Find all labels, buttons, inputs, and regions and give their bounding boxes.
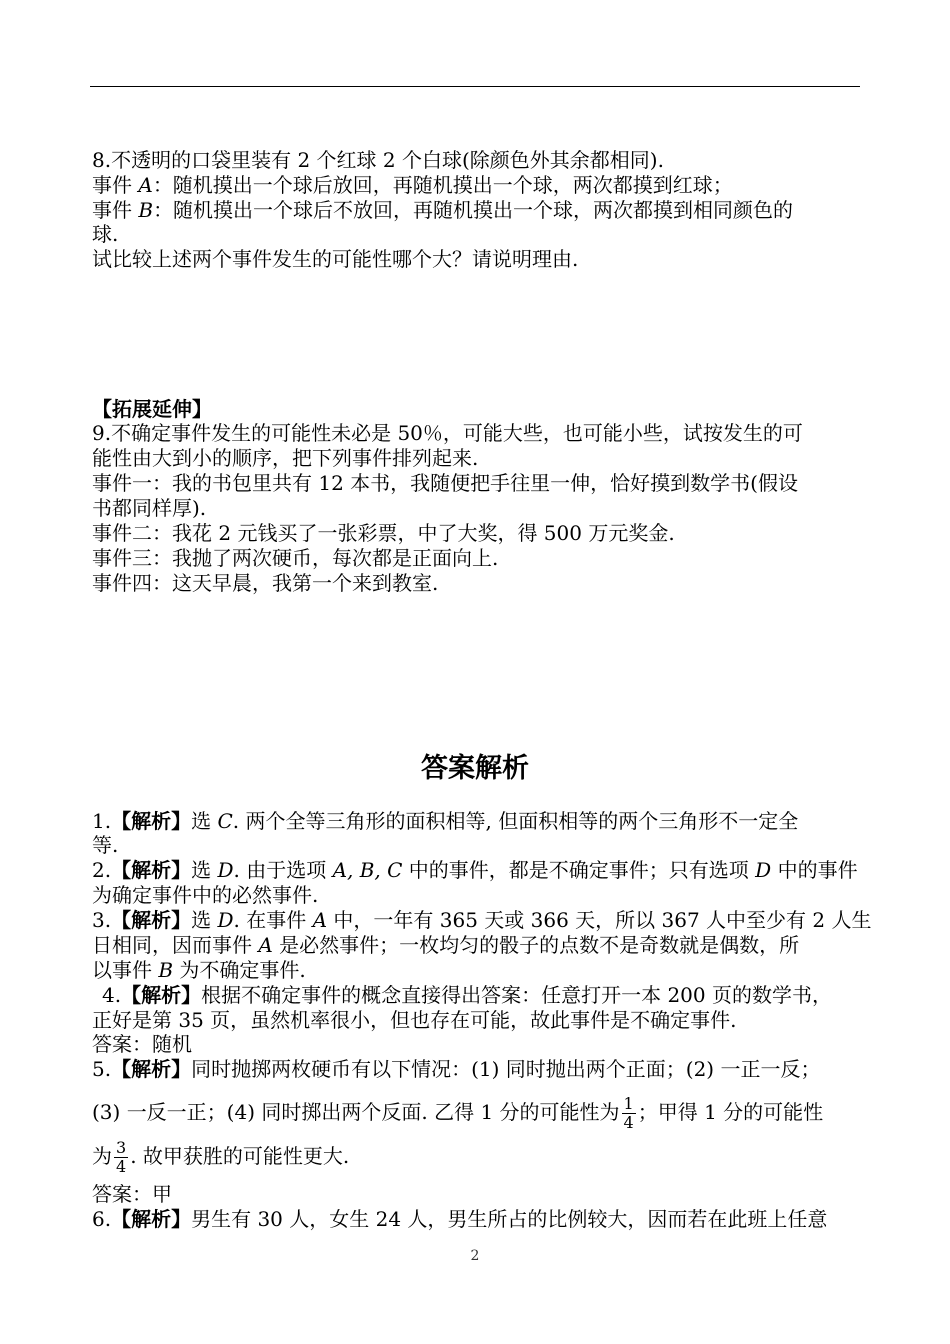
header-rule [90, 86, 860, 87]
answer-4-answer: 答案：随机 [92, 1032, 192, 1056]
q8-question: 试比较上述两个事件发生的可能性哪个大？请说明理由. [92, 247, 579, 271]
event-one-line1: 事件一：我的书包里共有 12 本书，我随便把手往里一伸，恰好摸到数学书(假设 [92, 471, 798, 495]
q9-line1: 9.不确定事件发生的可能性未必是 50％，可能大些，也可能小些，试按发生的可 [92, 421, 803, 445]
answer-2-line2: 为确定事件中的必然事件. [92, 883, 319, 907]
fraction-three-quarters: $\frac{3}{4}$ [116, 1138, 127, 1176]
q8-event-b-cont: 球. [92, 222, 119, 246]
answer-3-line2: 日相同，因而事件 A 是必然事件；一枚均匀的骰子的点数不是奇数就是偶数，所 [92, 933, 800, 957]
event-one-line2: 书都同样厚). [92, 496, 207, 520]
answer-4-line2: 正好是第 35 页，虽然机率很小，但也存在可能，故此事件是不确定事件. [92, 1008, 737, 1032]
answer-3-line3: 以事件 B 为不确定事件. [92, 958, 306, 982]
fraction-one-quarter: $\frac{1}{4}$ [623, 1094, 634, 1132]
event-four: 事件四：这天早晨，我第一个来到教室. [92, 571, 439, 595]
answer-3-line1: 3.【解析】选 D. 在事件 A 中，一年有 365 天或 366 天，所以 367 人中至少有 2 人生 [92, 908, 872, 932]
page-number: 2 [470, 1248, 480, 1264]
answer-2-line1: 2.【解析】选 D. 由于选项 A, B, C 中的事件，都是不确定事件；只有选项 D 中的事件 [92, 858, 858, 882]
answer-4-line1: 4.【解析】根据不确定事件的概念直接得出答案：任意打开一本 200 页的数学书， [102, 983, 832, 1007]
answer-1-line1: 1.【解析】选 C. 两个全等三角形的面积相等, 但面积相等的两个三角形不一定全 [92, 809, 799, 833]
answer-5-answer: 答案：甲 [92, 1182, 172, 1206]
answer-5-line1: 5.【解析】同时抛掷两枚硬币有以下情况：(1) 同时抛出两个正面；(2) 一正一反； [92, 1057, 821, 1081]
event-two: 事件二：我花 2 元钱买了一张彩票，中了大奖，得 500 万元奖金. [92, 521, 675, 545]
q8-event-a: 事件 A：随机摸出一个球后放回，再随机摸出一个球，两次都摸到红球； [92, 173, 733, 197]
section-heading-extension: 【拓展延伸】 [92, 397, 212, 421]
answer-6-line1: 6.【解析】男生有 30 人，女生 24 人，男生所占的比例较大，因而若在此班上任意 [92, 1207, 828, 1231]
answer-5-line2: (3) 一反一正；(4) 同时掷出两个反面. 乙得 1 分的可能性为 $\frac{1}{4}$ ；甲得 1 分的可能性 [92, 1094, 824, 1132]
q8-event-b: 事件 B：随机摸出一个球后不放回，再随机摸出一个球，两次都摸到相同颜色的 [92, 198, 794, 222]
answer-5-line3: 为 $\frac{3}{4}$ . 故甲获胜的可能性更大. [92, 1138, 350, 1176]
event-three: 事件三：我抛了两次硬币，每次都是正面向上. [92, 546, 499, 570]
answer-1-line2: 等. [92, 833, 119, 857]
q9-line2: 能性由大到小的顺序，把下列事件排列起来. [92, 446, 479, 470]
q8-line1: 8.不透明的口袋里装有 2 个红球 2 个白球(除颜色外其余都相同). [92, 148, 664, 172]
answers-title: 答案解析 [421, 753, 529, 784]
